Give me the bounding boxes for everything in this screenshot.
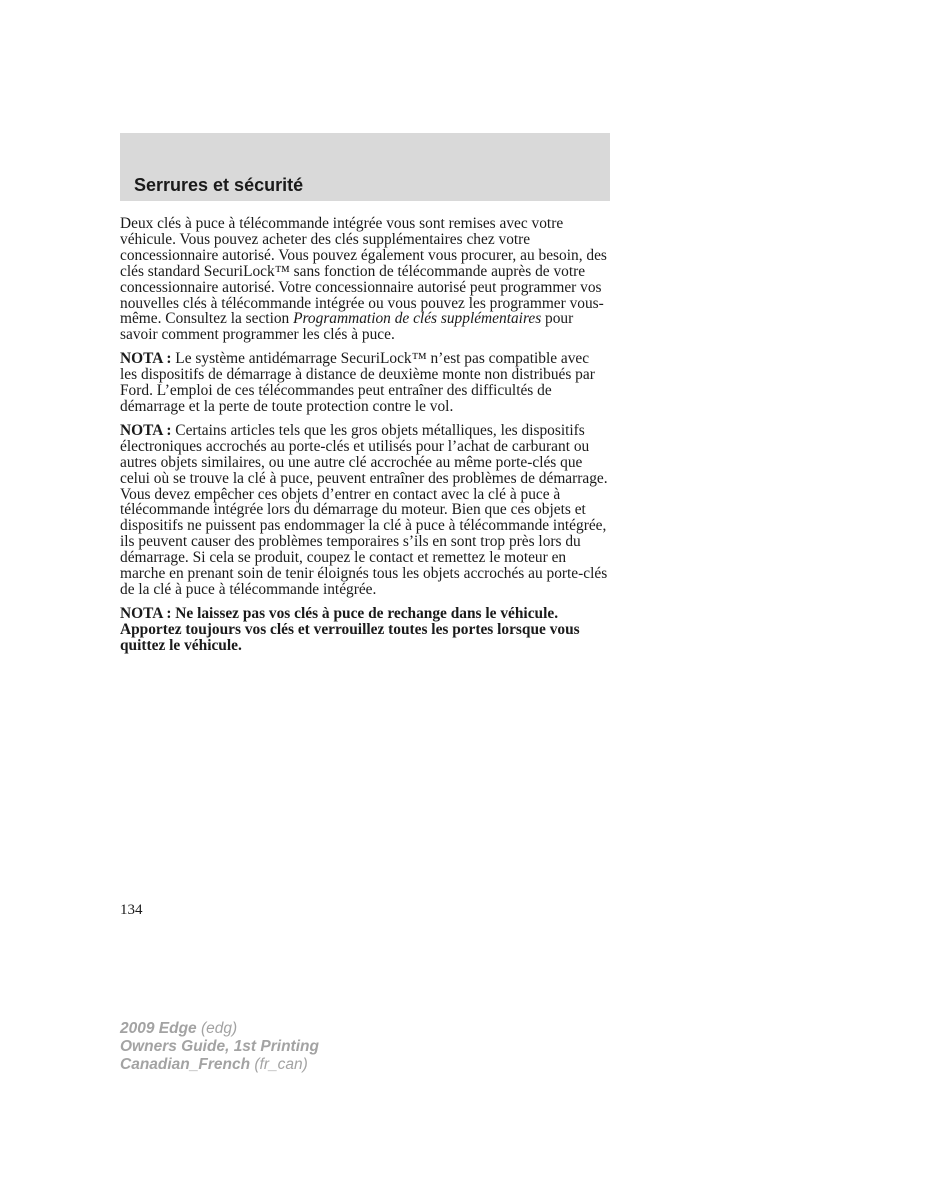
footer-language-line <box>120 1056 319 1074</box>
footer-language: Canadian_French <box>120 1056 251 1073</box>
page-number: 134 <box>120 902 143 918</box>
note-paragraph-2 <box>120 423 610 598</box>
section-header-band <box>120 133 610 201</box>
footer-model: 2009 Edge <box>120 1020 197 1037</box>
footer-language-code: (fr_can) <box>250 1056 308 1073</box>
note-text: Le système antidémarrage SecuriLock™ n’est pas compatible avec les dispositifs de démarrage à distance de deuxième monte non distribués par Ford. L’emploi de ces télécommandes peut entraîner des difficultés de démarrage et la perte de toute protection contre le vol. <box>120 350 595 415</box>
footer-model-code: (edg) <box>196 1020 238 1037</box>
body-content <box>120 216 610 662</box>
note-paragraph-1 <box>120 351 610 415</box>
document-footer <box>120 1020 319 1074</box>
cross-reference-section: Programmation de clés supplémentaires <box>293 310 542 328</box>
note-paragraph-3: NOTA : Ne laissez pas vos clés à puce de rechange dans le véhicule. Apportez toujours vos clés et verrouillez toutes les portes lorsque vous quittez le véhicule. <box>120 604 580 654</box>
intro-text-end: pour savoir comment programmer les clés à puce. <box>120 310 574 344</box>
note-text: Certains articles tels que les gros objets métalliques, les dispositifs électroniques accrochés au porte-clés et utilisés pour l’achat de carburant ou autres objets similaires, ou une autre clé accrochée au même porte-clés que celui où se trouve la clé à puce, peuvent entraîner des problèmes de démarrage. Vous devez empêcher ces objets d’entrer en contact avec la clé à puce à télécommande intégrée lors du démarrage du moteur. Bien que ces objets et dispositifs ne puissent pas endommager la clé à puce à télécommande intégrée, ils peuvent causer des problèmes temporaires s’ils en sont trop près lors du démarrage. Si cela se produit, coupez le contact et remettez le moteur en marche en prenant soin de tenir éloignés tous les objets accrochés au porte-clés de la clé à puce à télécommande intégrée. <box>120 421 608 598</box>
note-label: NOTA : <box>120 350 172 368</box>
intro-paragraph <box>120 216 610 343</box>
intro-text: Deux clés à puce à télécommande intégrée vous sont remises avec votre véhicule. Vous pouvez acheter des clés supplémentaires chez votre concessionnaire autorisé. Vous pouvez également vous procurer, au besoin, des clés standard SecuriLock™ sans fonction de télécommande auprès de votre concessionnaire autorisé. Votre concessionnaire autorisé peut programmer vos nouvelles clés à télécommande intégrée ou vous pouvez les programmer vous-même. Consultez la section <box>120 215 607 328</box>
note-label: NOTA : <box>120 421 172 439</box>
footer-guide-line: Owners Guide, 1st Printing <box>120 1038 319 1055</box>
footer-model-line <box>120 1020 319 1038</box>
section-title: Serrures et sécurité <box>134 175 304 195</box>
